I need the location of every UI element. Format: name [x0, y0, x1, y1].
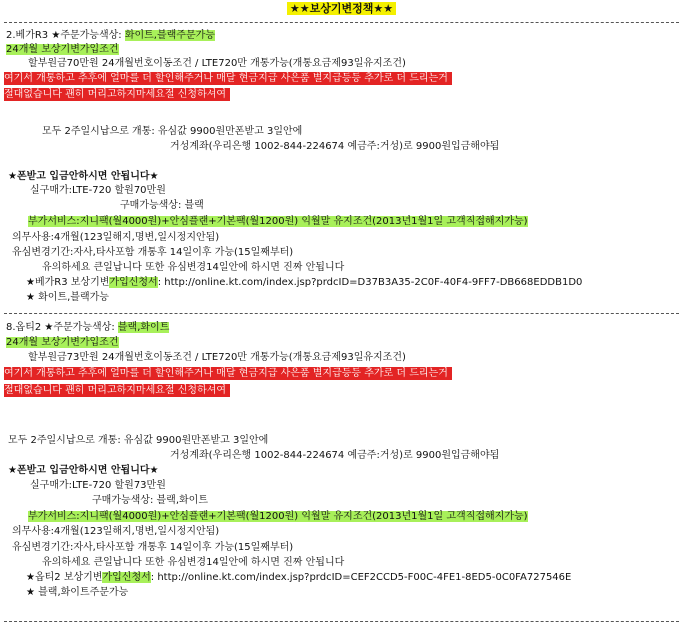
- sec2-addon-text: 부가서비스:지니팩(월4000원)+안심플랜+기본팩(월1200원) 익월말 유지조건(2013년1월1일 고객직접해지가능): [28, 511, 528, 522]
- sec1-purchase-colors: 구매가능색상: 블랙: [120, 200, 204, 211]
- sec2-warning-2: 절대없습니다 괜히 머리고하지마세요절 신청하셔여: [4, 384, 230, 397]
- sec1-application-link[interactable]: : http://online.kt.com/index.jsp?prdcID=D37B3A35-2C0F-40F4-9FF7-DB668EDDB1D0: [157, 277, 583, 288]
- sec1-colors-highlight: 화이트,블랙주문가능: [124, 30, 215, 41]
- sec1-condition: [6, 43, 119, 56]
- sec1-warning-2: 절대없습니다 괜히 머리고하지마세요절 신청하셔여: [4, 88, 230, 101]
- sec1-application-label: ★베가R3 보상기변: [26, 277, 110, 288]
- sec1-caution: 유의하세요 큰일납니다 또한 유심변경14일안에 하시면 진짜 안됩니다: [42, 262, 345, 273]
- sec2-notice: ★폰받고 입금안하시면 안됩니다★: [8, 465, 159, 476]
- sec1-purchase-price: 실구매가:LTE-720 할원70만원: [30, 185, 166, 196]
- sec1-condition-text: 24개월 보상기변가입조건: [6, 44, 119, 55]
- page-title-text: ★★보상기변정책★★: [287, 2, 396, 15]
- sec2-price: 할부원금73만원 24개월번호이동조건 / LTE720만 개통가능(개통요금제93일유지조건): [28, 352, 406, 363]
- sec1-available-colors: ★ 화이트,블랙가능: [26, 292, 109, 303]
- sec2-usim-change: 유심변경기간:자사,타사포함 개통후 14일이후 가능(15일째부터): [12, 542, 294, 553]
- sec1-account: 거성계좌(우리은행 1002-844-224674 예금주:거성)로 9900원입금해야됨: [170, 141, 500, 152]
- divider: [4, 22, 679, 23]
- sec1-application: [26, 276, 582, 289]
- sec1-application-form: 가입신청서: [109, 277, 158, 288]
- sec2-warning-1: 여기서 개통하고 추후에 얼마를 더 할인해주거나 매달 현금지급 사은품 별지급등등 추가로 더 드리는거: [4, 367, 452, 380]
- page-title: [0, 2, 683, 15]
- sec2-colors-highlight: 블랙,화이트: [117, 322, 170, 333]
- sec2-purchase-price: 실구매가:LTE-720 할원73만원: [30, 480, 166, 491]
- sec2-condition: [6, 336, 119, 349]
- sec1-heading: [6, 29, 215, 42]
- sec2-application: [26, 571, 571, 584]
- sec2-mandatory-use: 의무사용:4개월(123일해지,명변,일시정지안됨): [12, 526, 220, 537]
- sec1-heading-text: 2.베가R3 ★주문가능색상:: [6, 30, 125, 41]
- sec2-account: 거성계좌(우리은행 1002-844-224674 예금주:거성)로 9900원입금해야됨: [170, 450, 500, 461]
- sec1-warning-1: 여기서 개통하고 추후에 얼마를 더 할인해주거나 매달 현금지급 사은품 별지급등등 추가로 더 드리는거: [4, 72, 452, 85]
- sec1-usim-change: 유심변경기간:자사,타사포함 개통후 14일이후 가능(15일째부터): [12, 247, 294, 258]
- sec2-caution: 유의하세요 큰일납니다 또한 유심변경14일안에 하시면 진짜 안됩니다: [42, 557, 345, 568]
- sec2-addon: [28, 510, 528, 523]
- sec2-application-link[interactable]: : http://online.kt.com/index.jsp?prdcID=CEF2CCD5-F00C-4FE1-8ED5-0C0FA727546E: [150, 572, 572, 583]
- sec1-notice: ★폰받고 입금안하시면 안됩니다★: [8, 171, 159, 182]
- sec1-price: 할부원금70만원 24개월번호이동조건 / LTE720만 개통가능(개통요금제93일유지조건): [28, 58, 406, 69]
- sec1-addon-text: 부가서비스:지니팩(월4000원)+안심플랜+기본팩(월1200원) 익월말 유지조건(2013년1월1일 고객직접해지가능): [28, 216, 528, 227]
- sec2-heading-text: 8.옵티2 ★주문가능색상:: [6, 322, 118, 333]
- sec2-condition-text: 24개월 보상기변가입조건: [6, 337, 119, 348]
- sec1-mandatory-use: 의무사용:4개월(123일해지,명변,일시정지안됨): [12, 232, 220, 243]
- sec2-payment: 모두 2주일시납으로 개통: 유심값 9900원만폰받고 3일안에: [8, 435, 269, 446]
- sec2-application-form: 가입신청서: [102, 572, 151, 583]
- sec2-application-label: ★옵티2 보상기변: [26, 572, 103, 583]
- sec1-payment: 모두 2주일시납으로 개통: 유심값 9900원만폰받고 3일안에: [42, 126, 303, 137]
- sec2-heading: [6, 321, 169, 334]
- sec1-addon: [28, 215, 528, 228]
- sec2-purchase-colors: 구매가능색상: 블랙,화이트: [92, 495, 208, 506]
- divider: [4, 313, 679, 314]
- sec2-available-colors: ★ 블랙,화이트주문가능: [26, 587, 129, 598]
- divider: [4, 621, 679, 622]
